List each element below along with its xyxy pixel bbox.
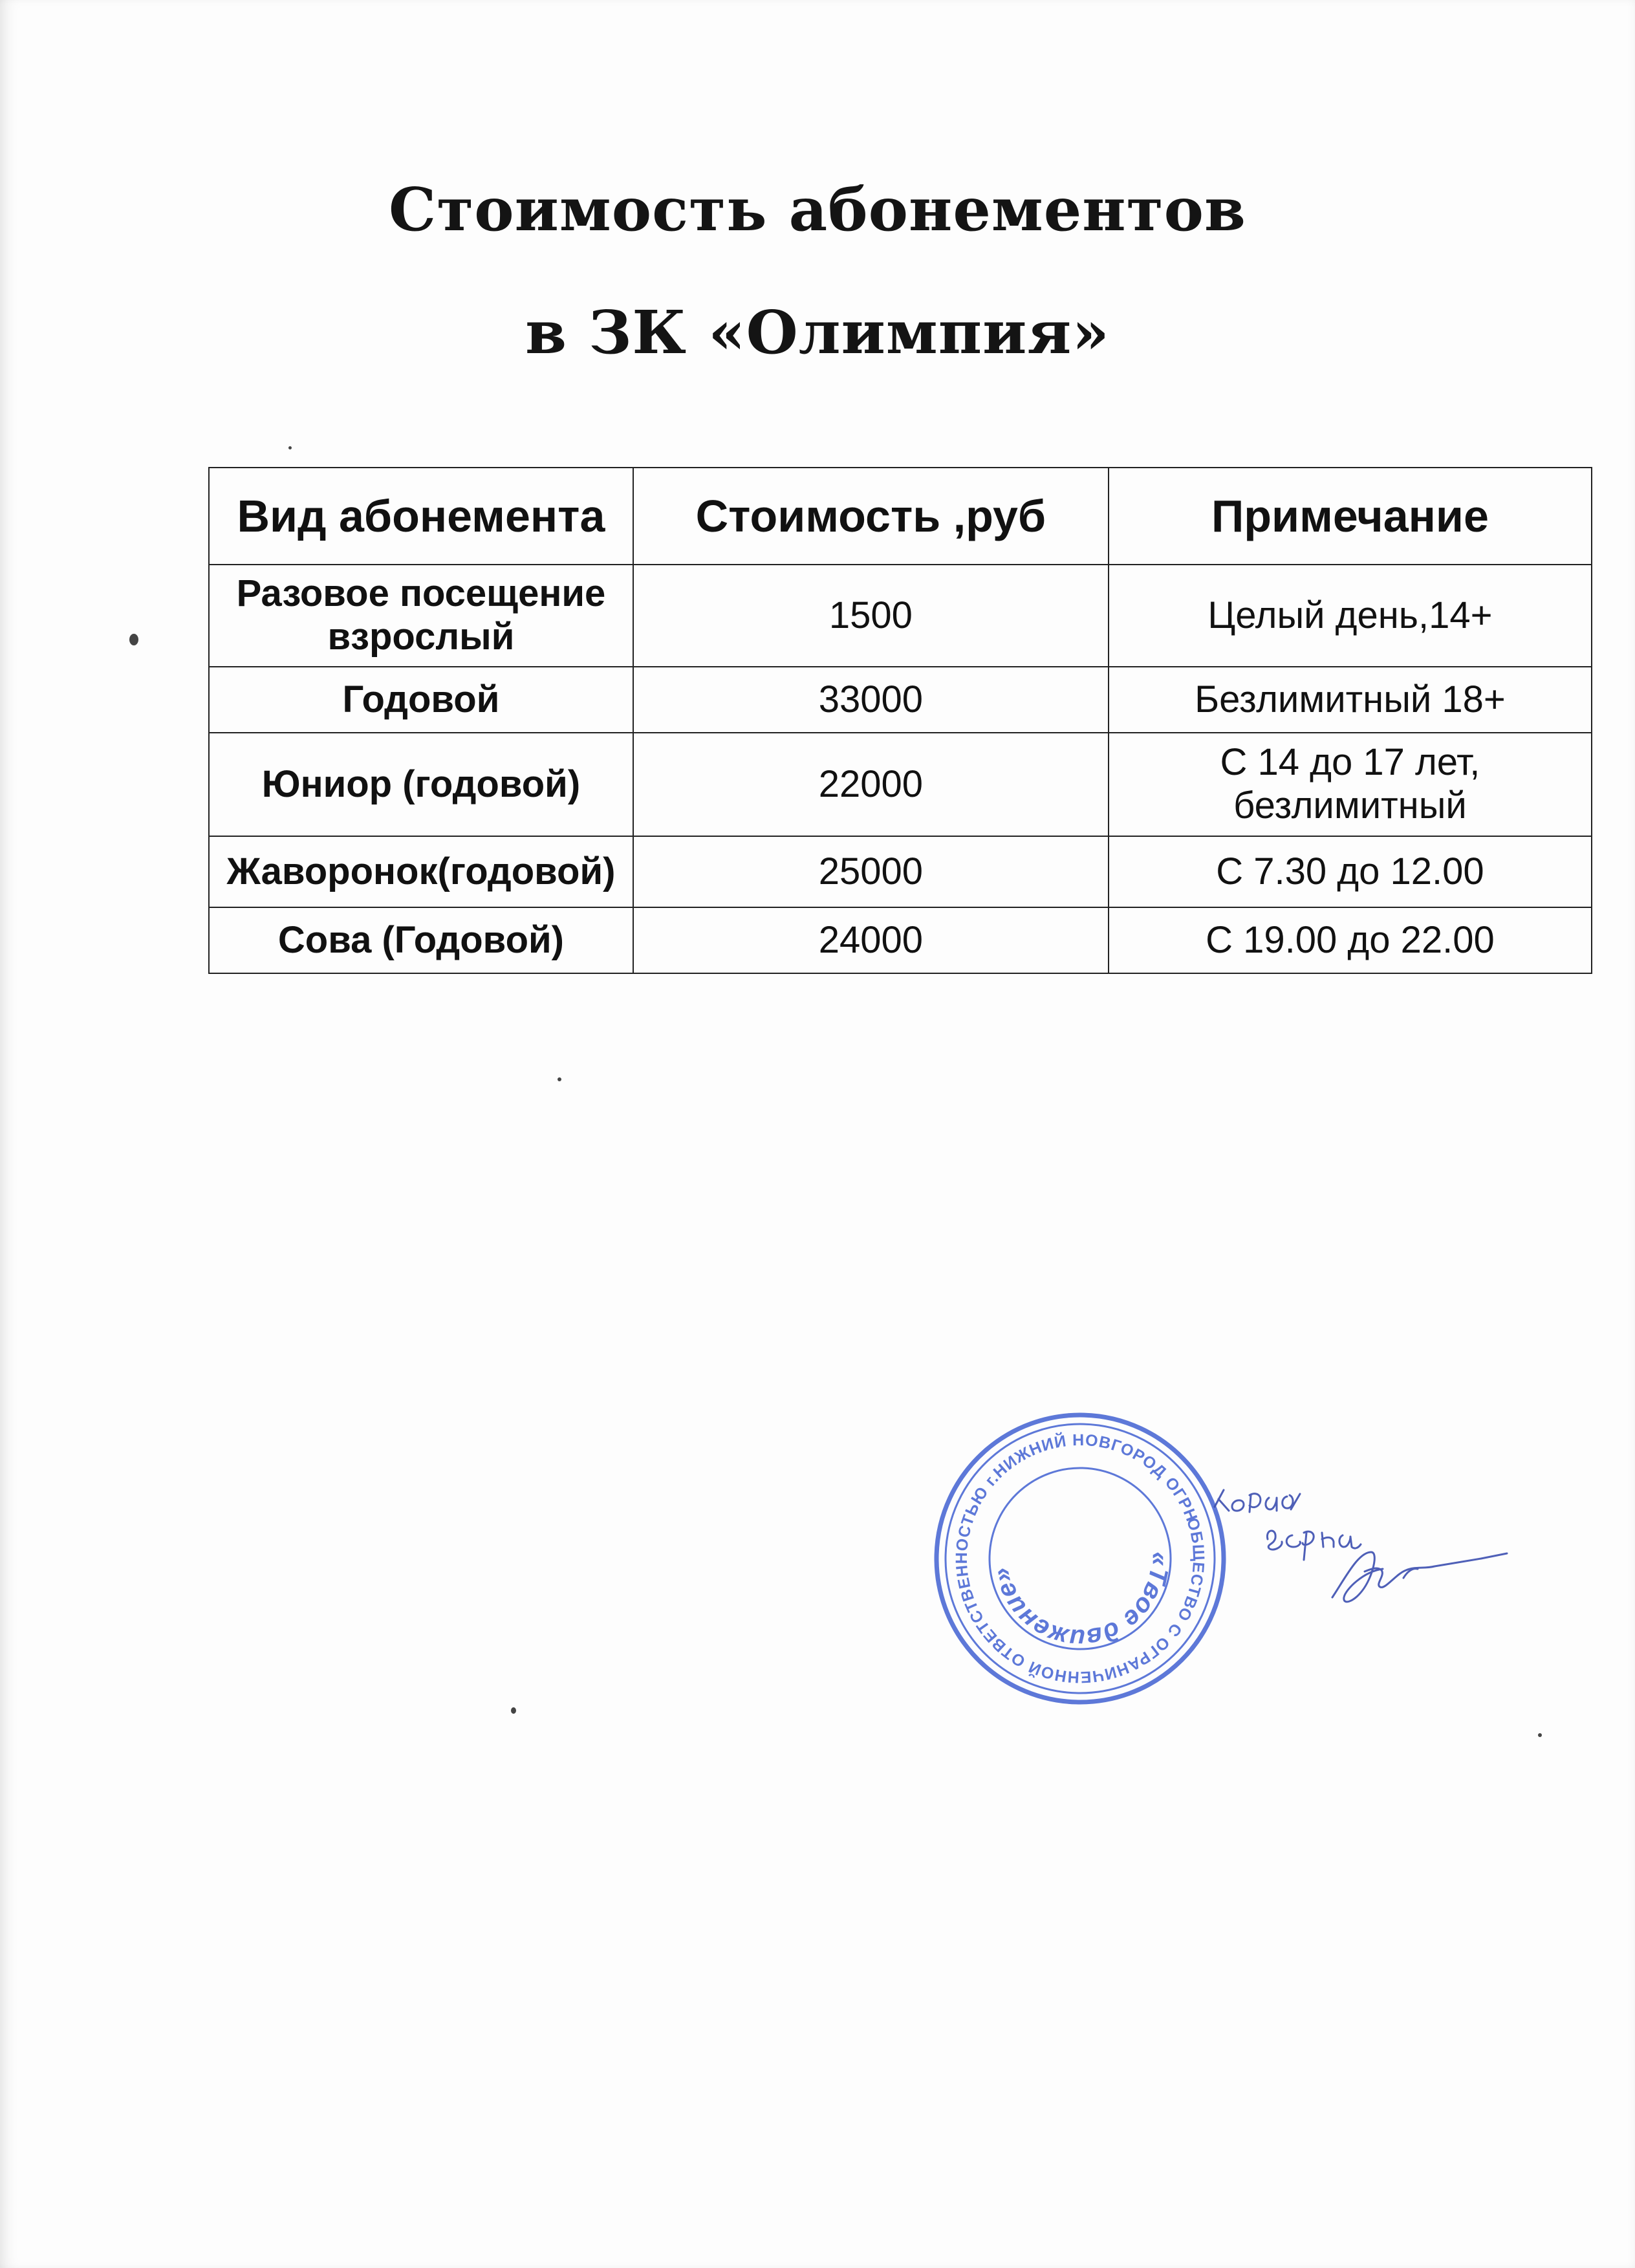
page-title-line1: Стоимость абонементов <box>389 175 1246 244</box>
table-row <box>209 836 1592 907</box>
cell-note: Целый день,14+ <box>1109 565 1592 667</box>
cell-type: Юниор (годовой) <box>209 733 633 836</box>
cell-note: С 14 до 17 лет, безлимитный <box>1109 733 1592 836</box>
stamp-ring-text: ОБЩЕСТВО С ОГРАНИЧЕННОЙ ОТВЕТСТВЕННОСТЬЮ г.НИЖНИЙ НОВГОРОД ОГРН <box>952 1431 1208 1687</box>
header-price: Стоимость ,руб <box>633 468 1109 565</box>
table-row <box>209 565 1592 667</box>
header-note: Примечание <box>1109 468 1592 565</box>
scan-speck <box>288 446 292 449</box>
cell-price: 24000 <box>633 907 1109 973</box>
header-type: Вид абонемента <box>209 468 633 565</box>
price-table <box>208 467 1592 974</box>
stamp-center-text: «Твое движение» <box>986 1551 1175 1653</box>
table-row <box>209 733 1592 836</box>
table-header-row <box>209 468 1592 565</box>
cell-note: С 19.00 до 22.00 <box>1109 907 1592 973</box>
scan-speck <box>558 1077 561 1081</box>
page-title-line2: в ЗК «Олимпия» <box>525 297 1110 367</box>
cell-type: Сова (Годовой) <box>209 907 633 973</box>
handwritten-signature <box>1209 1481 1513 1649</box>
table-row <box>209 667 1592 733</box>
scan-speck <box>129 634 138 645</box>
cell-price: 1500 <box>633 565 1109 667</box>
svg-text:ОБЩЕСТВО С ОГРАНИЧЕННОЙ ОТВЕТС <box>925 1403 1235 1714</box>
cell-price: 33000 <box>633 667 1109 733</box>
cell-price: 25000 <box>633 836 1109 907</box>
scan-speck <box>1538 1733 1542 1737</box>
company-stamp <box>925 1403 1235 1714</box>
cell-type: Годовой <box>209 667 633 733</box>
cell-price: 22000 <box>633 733 1109 836</box>
cell-type: Разовое посещение взрослый <box>209 565 633 667</box>
table-row <box>209 907 1592 973</box>
cell-note: С 7.30 до 12.00 <box>1109 836 1592 907</box>
cell-note: Безлимитный 18+ <box>1109 667 1592 733</box>
cell-type: Жаворонок(годовой) <box>209 836 633 907</box>
scan-speck <box>511 1707 516 1714</box>
